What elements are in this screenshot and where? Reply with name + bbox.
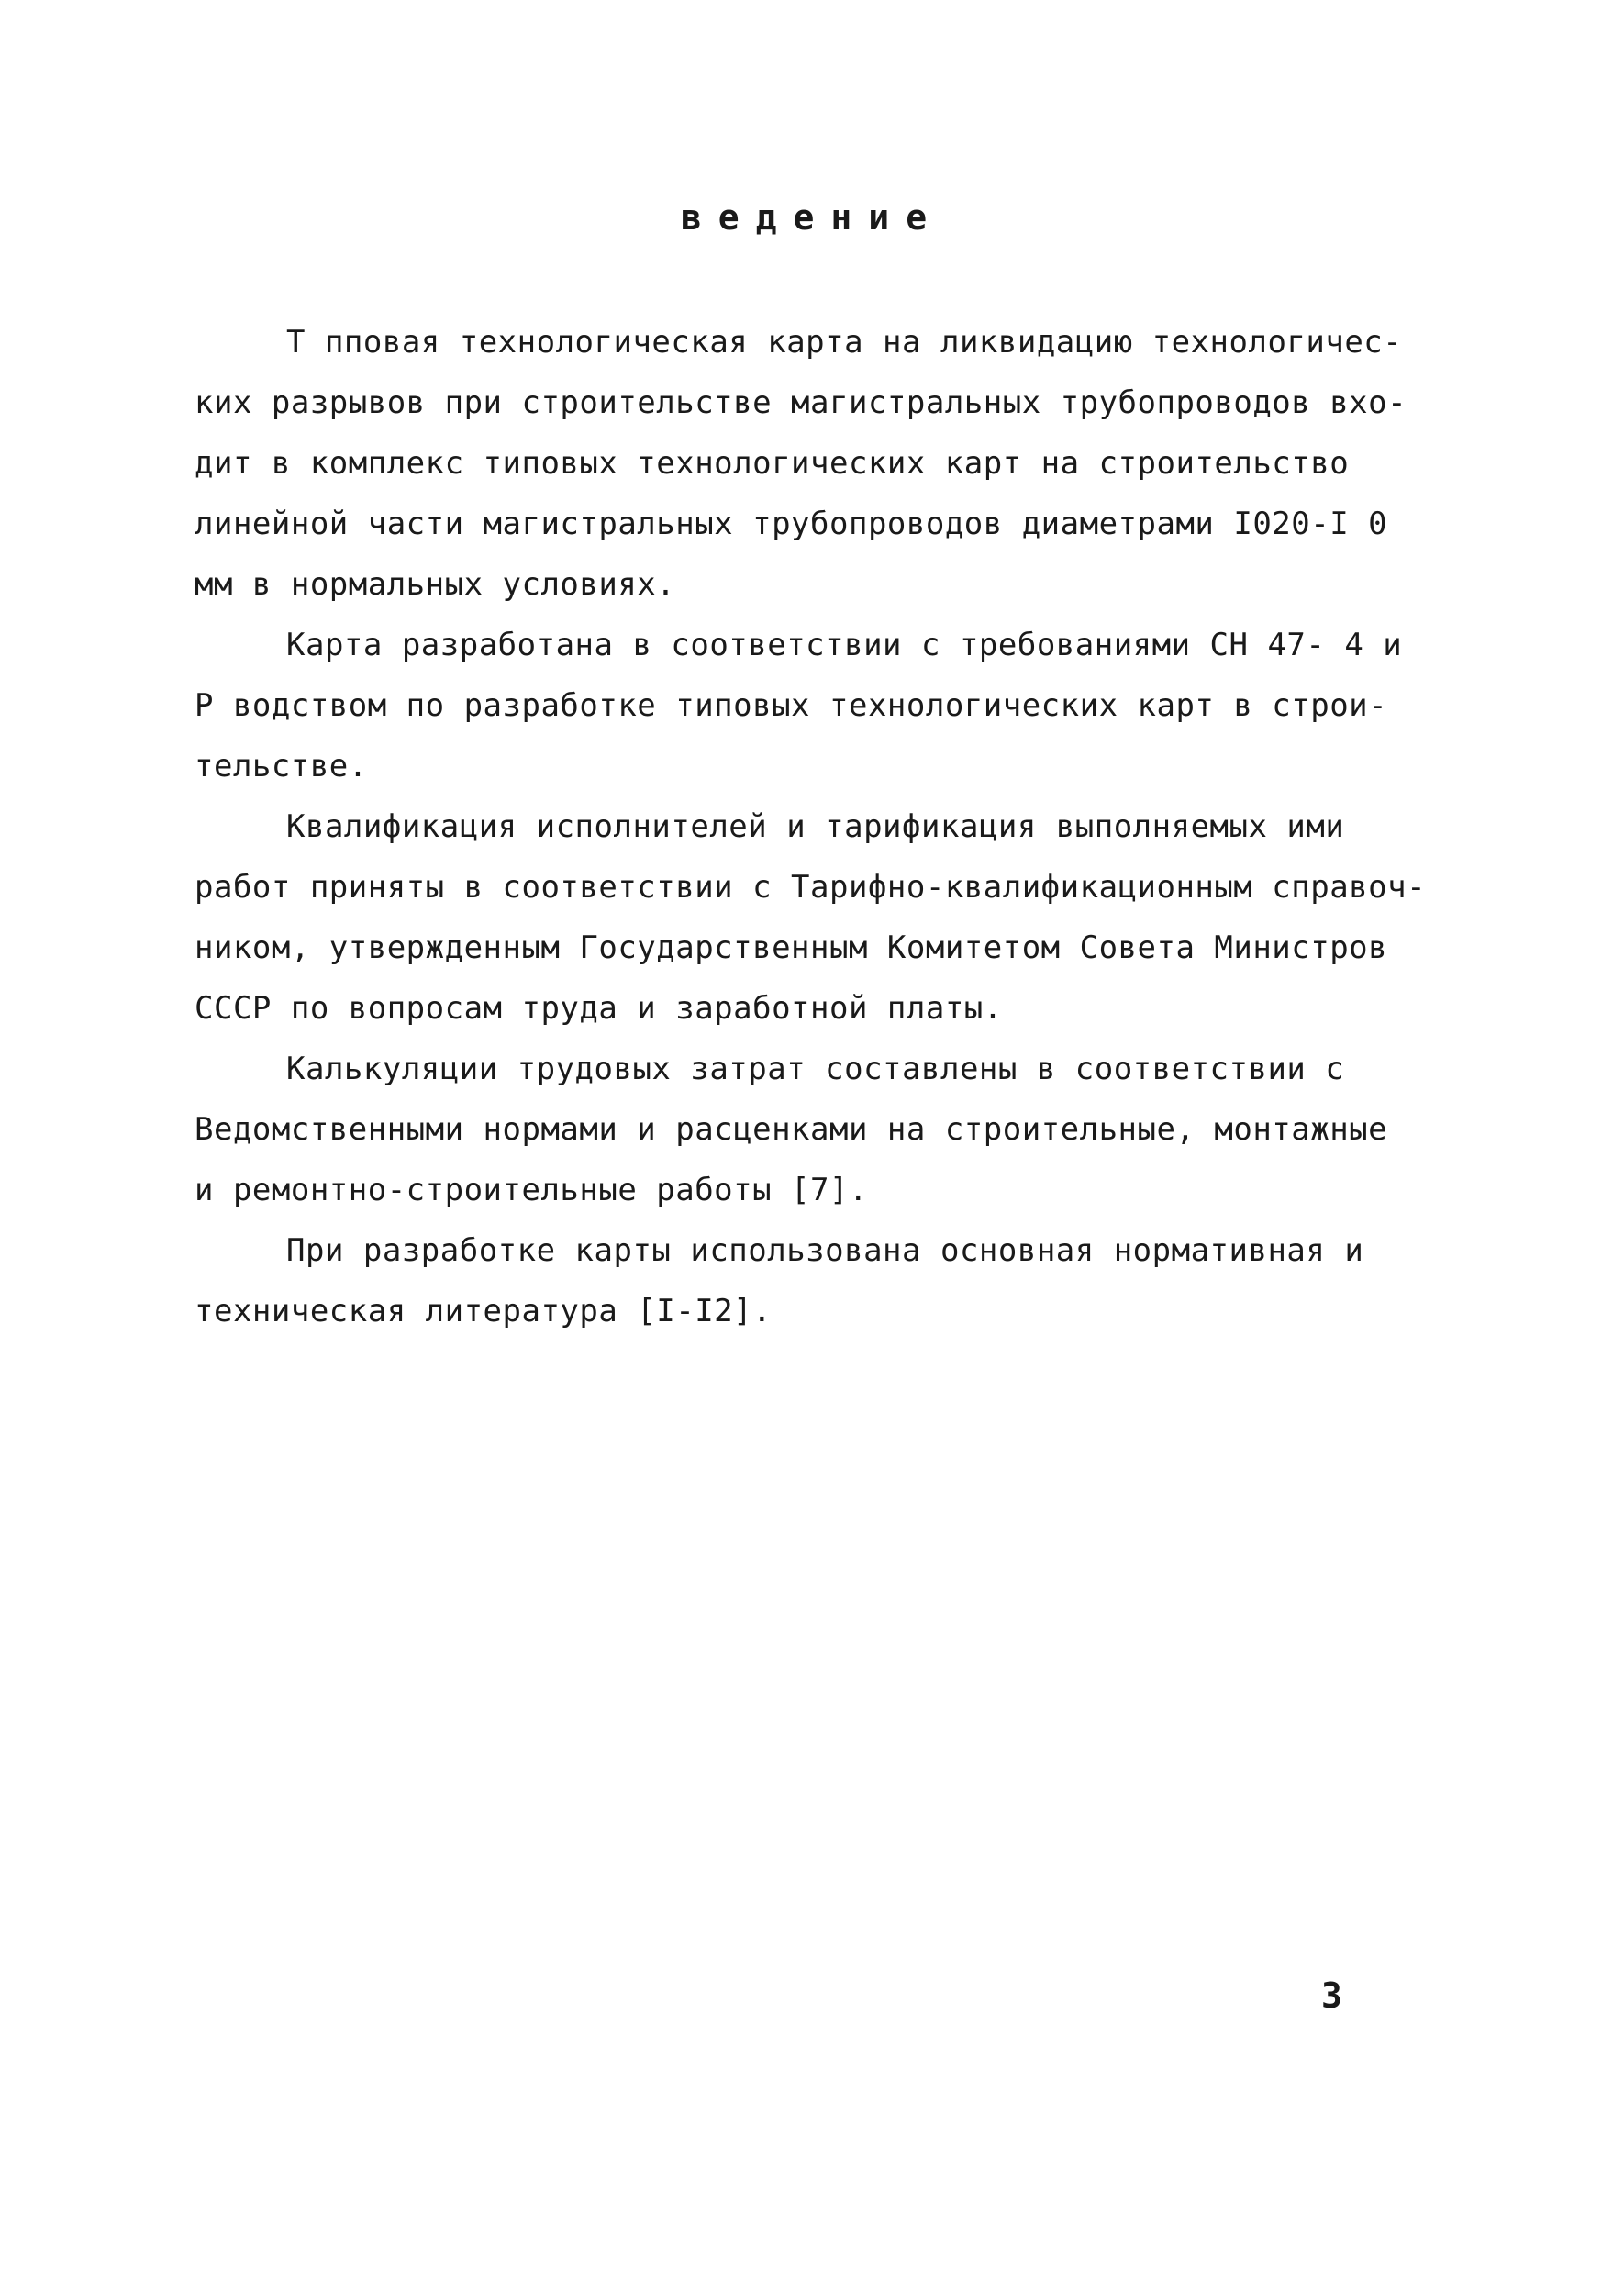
body-text xyxy=(195,312,1433,1341)
section-heading: ведение xyxy=(680,197,944,238)
paragraph-line: линейной части магистральных трубопроводов диаметрами I020-I 0 xyxy=(195,506,1388,542)
page-number: 3 xyxy=(1321,1975,1342,2016)
paragraph-line: тельстве. xyxy=(195,748,368,784)
paragraph-line: Ведомственными нормами и расценками на строительные, монтажные xyxy=(195,1111,1388,1148)
paragraph-line: Т пповая технологическая карта на ликвидацию технологичес- xyxy=(286,324,1403,361)
paragraph-line: ких разрывов при строительстве магистральных трубопроводов вхо- xyxy=(195,384,1407,421)
paragraph-line: Р водством по разработке типовых технологических карт в строи- xyxy=(195,687,1388,724)
paragraph-line: работ приняты в соответствии с Тарифно-квалификационным справоч- xyxy=(195,869,1427,906)
paragraph-line: Квалификация исполнителей и тарификация выполняемых ими xyxy=(286,808,1345,845)
paragraph-line: Карта разработана в соответствии с требованиями СН 47- 4 и xyxy=(286,627,1403,663)
paragraph-line: и ремонтно-строительные работы [7]. xyxy=(195,1172,868,1208)
paragraph-line: дит в комплекс типовых технологических карт на строительство xyxy=(195,445,1350,482)
paragraph-line: При разработке карты использована основная нормативная и xyxy=(286,1232,1364,1269)
paragraph-line: ником, утвержденным Государственным Комитетом Совета Министров xyxy=(195,929,1388,966)
paragraph-line: СССР по вопросам труда и заработной платы. xyxy=(195,990,1003,1027)
paragraph-line: Калькуляции трудовых затрат составлены в соответствии с xyxy=(286,1051,1345,1087)
paragraph-line: мм в нормальных условиях. xyxy=(195,566,676,603)
paragraph-line: техническая литература [I-I2]. xyxy=(195,1293,773,1330)
